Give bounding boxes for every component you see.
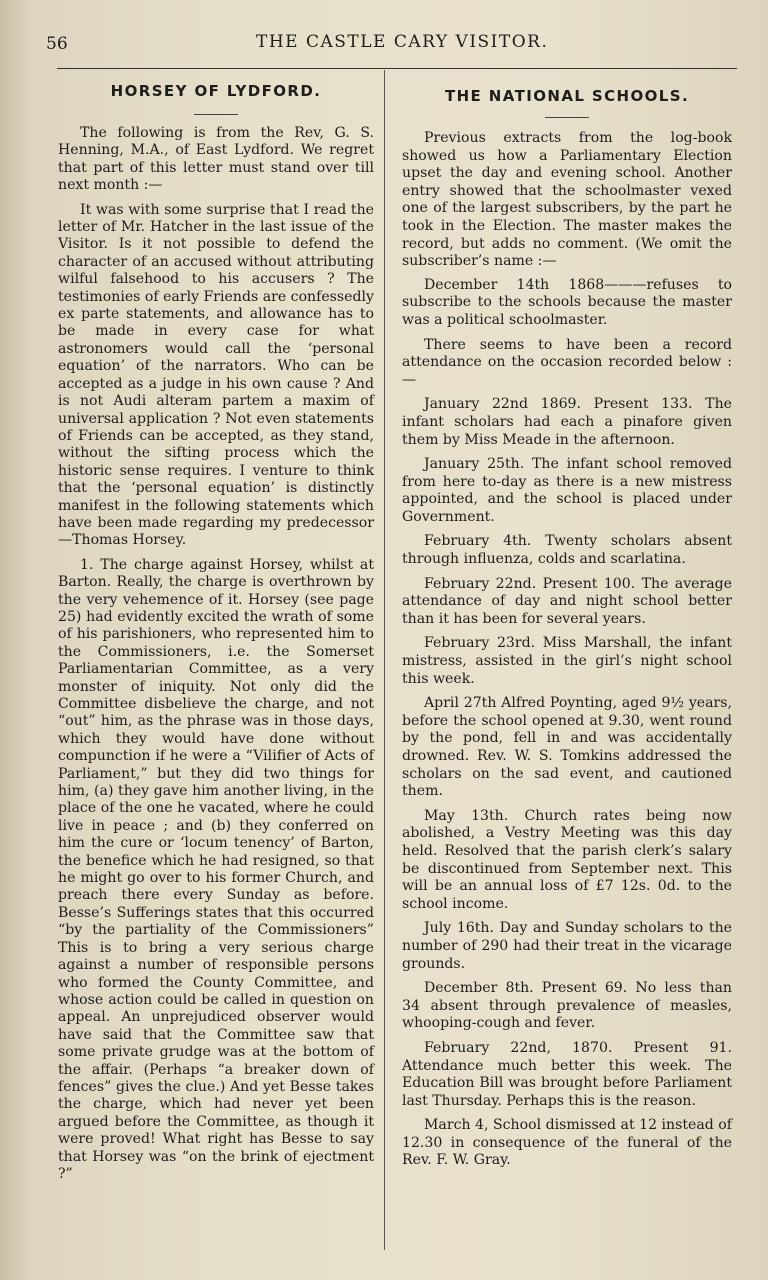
- log-entry: February 23rd. Miss Marshall, the infant mistress, assisted in the girl’s night school this week.: [402, 635, 732, 687]
- log-entry: February 22nd, 1870. Present 91. Attendance much better this week. The Education Bill was brought before Parliament last Thursday. Perhaps this is the reason.: [402, 1039, 732, 1109]
- log-entry: May 13th. Church rates being now abolished, a Vestry Meeting was this day held. Resolved that the parish clerk’s salary be discontinued from September next. This will be an annual loss of £7 12s. 0d. to the school income.: [402, 807, 732, 912]
- running-title: THE CASTLE CARY VISITOR.: [256, 32, 549, 52]
- article-title-schools: THE NATIONAL SCHOOLS.: [444, 87, 690, 105]
- right-column: [402, 80, 732, 1177]
- header-rule: [57, 68, 737, 69]
- log-entry: April 27th Alfred Poynting, aged 9½ years, before the school opened at 9.30, went round by the pond, fell in and was accidentally drowned. Rev. W. S. Tomkins addressed the scholars on the sad event, and cautioned them.: [402, 695, 732, 800]
- left-column: [58, 80, 374, 1190]
- title-rule: [194, 114, 238, 115]
- article-paragraph: 1. The charge against Horsey, whilst at Barton. Really, the charge is overthrown by the very vehemence of it. Horsey (see page 25) had evidently excited the wrath of some of his parishioners, who represented him to the Commissioners, i.e. the Somerset Parliamentarian Committee, as a very monster of iniquity. Not only did the Committee disbelieve the charge, and not “out” him, as the phrase was in those days, which they would have done without compunction if he were a “Vilifier of Acts of Parliament,” but they did two things for him, (a) they gave him another living, in the place of the one he vacated, where he could live in peace ; and (b) they conferred on him the cure or ‘locum tenency’ of Barton, the benefice which he had resigned, so that he might go over to his former Church, and preach there every Sunday as before. Besse’s Sufferings states that this occurred “by the partiality of the Commissioners” This is to bring a very serious charge against a number of responsible persons who formed the County Committee, and whose action could be called in question on appeal. An unprejudiced observer would have said that the Committee saw that some private grudge was at the bottom of the affair. (Perhaps “a breaker down of fences” gives the clue.) And yet Besse takes the charge, which had never yet been argued before the Committee, as though it were proved! What right has Besse to say that Horsey was “on the brink of ejectment ?”: [58, 556, 374, 1182]
- log-entry: December 14th 1868———refuses to subscribe to the schools because the master was a political schoolmaster.: [402, 276, 732, 328]
- log-entry: January 25th. The infant school removed from here to-day as there is a new mistress appointed, and the school is placed under Government.: [402, 456, 732, 525]
- article-paragraph: There seems to have been a record attendance on the occasion recorded below :—: [402, 336, 732, 388]
- log-entry: February 4th. Twenty scholars absent through influenza, colds and scarlatina.: [402, 533, 732, 568]
- article-paragraph: The following is from the Rev, G. S. Henning, M.A., of East Lydford. We regret that part of this letter must stand over till next month :—: [58, 125, 374, 194]
- log-entry: March 4, School dismissed at 12 instead of 12.30 in consequence of the funeral of the Rev. F. W. Gray.: [402, 1117, 732, 1169]
- log-entry: July 16th. Day and Sunday scholars to the number of 290 had their treat in the vicarage grounds.: [402, 920, 732, 972]
- log-entry: January 22nd 1869. Present 133. The infant scholars had each a pinafore given them by Miss Meade in the afternoon.: [402, 396, 732, 448]
- article-paragraph: Previous extracts from the log-book showed us how a Parliamentary Election upset the day and evening school. Another entry showed that the schoolmaster vexed one of the largest subscribers, by the part he took in the Election. The master makes the record, but adds no comment. (We omit the subscriber’s name :—: [402, 130, 732, 270]
- log-entry: February 22nd. Present 100. The average attendance of day and night school better than it has been for several years.: [402, 575, 732, 627]
- column-divider: [384, 70, 385, 1250]
- log-entry: December 8th. Present 69. No less than 34 absent through prevalence of measles, whooping-cough and fever.: [402, 980, 732, 1032]
- article-paragraph: It was with some surprise that I read the letter of Mr. Hatcher in the last issue of the Visitor. Is it not possible to defend the character of an accused without attributing wilful falsehood to his accusers ? The testimonies of early Friends are confessedly ex parte statements, and allowance has to be made in every case for what astronomers would call the ‘personal equation’ of the narrators. Who can be accepted as a judge in his own cause ? And is not Audi alteram partem a maxim of universal application ? Not even statements of Friends can be accepted, as they stand, without the sifting process which the historic sense requires. I venture to think that the ‘personal equation’ is distinctly manifest in the following statements which have been made regarding my predecessor—Thomas Horsey.: [58, 201, 374, 549]
- article-title-horsey: HORSEY OF LYDFORD.: [110, 82, 322, 100]
- page-number: 56: [46, 34, 68, 54]
- title-rule: [545, 117, 589, 118]
